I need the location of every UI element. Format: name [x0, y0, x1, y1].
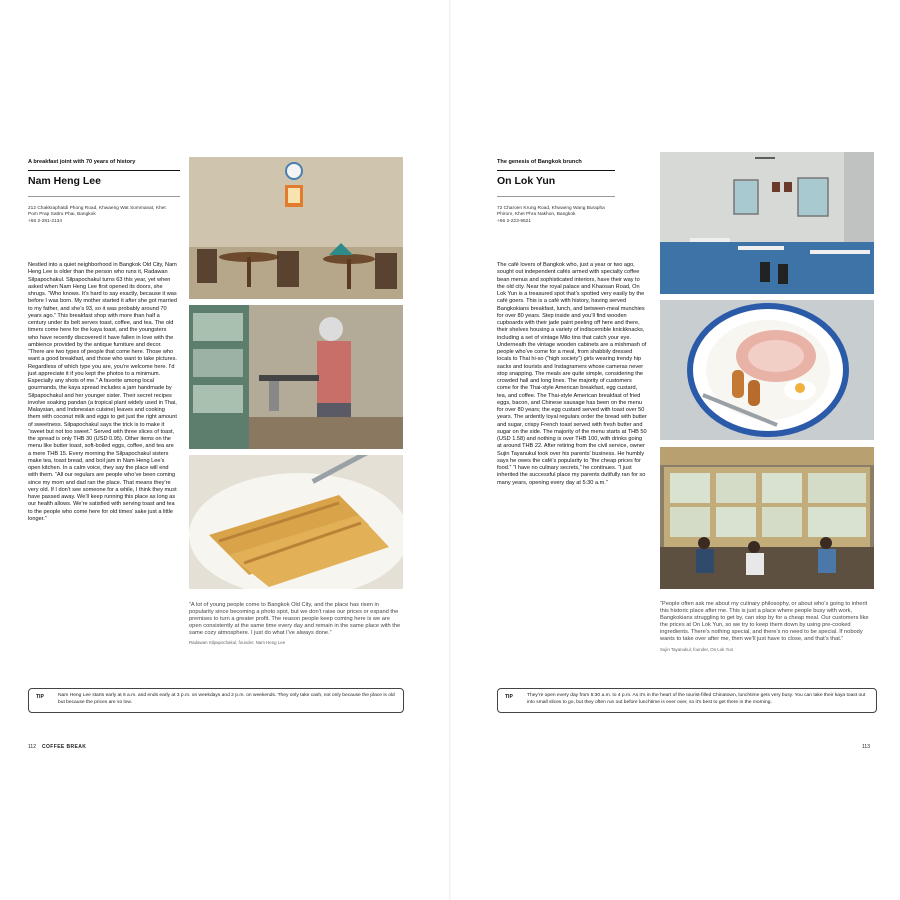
tea-maker-photo [189, 305, 403, 449]
clock-wall-cafe-photo [189, 157, 403, 299]
pull-quote [660, 601, 874, 673]
tip-label: TIP [36, 694, 44, 700]
tip-label: TIP [505, 694, 513, 700]
quote-attribution: Radawan Silpapochakul, founder, Nam Heng Lee [189, 640, 286, 646]
quote-attribution: Sujin Tayanukul, founder, On Lok Yun [660, 646, 734, 652]
section-name: COFFEE BREAK [41, 744, 87, 750]
restaurant-title: On Lok Yun [497, 175, 556, 187]
tip-box [28, 688, 404, 713]
tip-text: They’re open every day from 5:30 a.m. to 4 p.m. As it’s in the heart of the tourist-filled Chinatown, lunchtime gets very busy. You can take their kaya toast out into small slices to go, but they often run out before lunchtime is ever over, so it’s best to get there in the morning. [527, 693, 866, 705]
folio [28, 744, 86, 750]
page-number: 112 [28, 744, 36, 750]
blue-dining-room-photo [660, 152, 874, 294]
breakfast-plate-photo [660, 300, 874, 440]
quote-text: “A lot of young people come to Bangkok Old City, and the place has risen in popularity since becoming a photo spot, but we don’t raise our prices or expand the premises to turn a greater profit. The reason people keep coming here is we are open consistently at the same time every day and remain in the same place with the same cozy atmosphere. I just do what I’ve always done.” [189, 602, 401, 637]
address: 72 Charoen Krung Road, Khwaeng Wang Burapha Phirom, Khet Phra Nakhon, Bangkok [497, 206, 605, 218]
kaya-toast-photo [189, 455, 403, 589]
right-page [450, 0, 900, 900]
restaurant-title: Nam Heng Lee [28, 175, 101, 187]
quote-text: “People often ask me about my culinary philosophy, or about who’s going to inherit this historic place after me. This is just a place where people busy with work, Bangkokians struggling to get by, can stop by for a cheap meal. Our customers like the prices at On Lok Yun, so we try to keep them down by using pre-cooked ingredients. There’s nothing special, and there’s no need to be special. If nobody wants to take over after me, then we’ll just have to close, and that’s that.” [660, 601, 869, 643]
address-rule [497, 196, 615, 197]
folio [862, 744, 870, 750]
page-number: 113 [862, 744, 870, 750]
address-block [497, 206, 615, 225]
kicker: A breakfast joint with 70 years of history [28, 159, 136, 165]
address: 212 Chakkraphatdi Phong Road, Khwaeng Wat Sommanat, Khet Pom Prap Sattru Phai, Bangkok [28, 206, 166, 218]
address-rule [28, 196, 180, 197]
phone: +66 2-281-2134 [28, 218, 63, 224]
title-rule [28, 170, 180, 171]
address-block [28, 206, 168, 225]
article-body: The café lovers of Bangkok who, just a year or two ago, sought out independent cafés armed with specialty coffee bean menus and sophisticated interiors, have their way to the old city. Near the royal palace and Khaosan Road, On Lok Yun is a treasured spot that’s spotted very easily by the café goers. This is a café with history, having served Bangkokians breakfast, lunch, and between-meal munchies for over 80 years. Step inside and you’ll find wooden cupboards with their jade paint peeling off here and there, their shelves housing a variety of indiscernible knickknacks, including a set of vintage Milo tins that catch your eye. Underneath the vintage wooden cabinets are a mishmash of people who’ve come for a meal, from shabbily dressed locals to Thai hi-so (“high society”) girls wearing trendy hip sacks and tourists and Instagramers whose cameras never stop snapping. The meals are quite simple, considering the crowded hall and long lines. The majority of customers come for the Thai-style American breakfast, egg custard, tea, and coffee. The Thai-style American breakfast of fried eggs, bacon, and Chinese sausage has been on the menu for over 80 years; the egg custard served with toast over 50 years. The ardently loyal regulars order the bread with butter and sugar, crispy French toast served with fresh butter and sugar on the side. The majority of the menu starts at THB 50 (USD 1.58) and nothing is over THB 100, with drinks going at around THB 22. After retiring from the civil service, owner Sujin Tayanukul took over his parents’ business. He humbly says he owes the café’s popularity to “the cheap prices for food.” “I have no culinary secrets,” he continues. “I just inherited the successful place my parents dutifully ran for so many years, opening every day at 5:30 a.m.” [497, 262, 647, 486]
kicker: The genesis of Bangkok brunch [497, 159, 582, 165]
article-body: Nestled into a quiet neighborhood in Bangkok Old City, Nam Heng Lee is older than the person who runs it, Radawan Silpapochakul. Silpapochakul turns 63 this year, yet when asked when Nam Heng Lee first opened its doors, she shrugs. “Who knows. It’s hard to say exactly, because it was before I was born. My mother started it after she got married to my father, and she’s 93, so it was probably around 70 years ago.” This breakfast shop with more than half a century under its belt serves toast, coffee, and tea. The old timers come here for the kaya toast, and the youngsters who have recently discovered it have fallen in love with the ambience provided by the antique furniture and decor. “There are two types of people that come here. Those who want a good breakfast, and those who want to take pictures. Regardless of which type you are, you’re welcome here. I’d just appreciate it if you kept the photos to a minimum. Especially any shots of me.” A favorite among local gourmands, the kaya spread includes a jam handmade by Silpapochakul and her younger sister. Their secret recipes involve soaking pandan (a tropical plant widely used in Thai, Malaysian, and Indonesian cuisine) leaves and cooking them with coconut milk and eggs to get just the right amount of sweetness. Silpapochakul says the trick is to make it “sweet but not too sweet.” Served with three slices of toast, the spread is only THB 30 (USD 0.95). Other items on the menu like butter toast, soft-boiled eggs, coffee, and tea are a mere THB 15. Every morning the Silpapochakul sisters make tea, toast bread, and boil jam in Nam Heng Lee’s open kitchen. In a calm voice, they say the place will end with them. “All our regulars are people who’ve been coming since my mom and dad ran the place. That means they’re very old. If I don’t see someone for a while, I think they must have passed away. We’ll keep running this place as long as our health allows. We’re satisfied with serving toast and tea to the people who come here for old times’ sake just a little longer.” [28, 262, 177, 522]
pull-quote [189, 602, 403, 674]
title-rule [497, 170, 615, 171]
tip-box [497, 688, 877, 713]
tip-text: Nam Heng Lee starts early at 6 a.m. and ends early at 3 p.m. on weekdays and 2 p.m. on weekends. They only take cash, not only because the place is old but because the prices are so low. [58, 693, 395, 705]
cupboard-customers-photo [660, 447, 874, 589]
phone: +66 2-223-9621 [497, 218, 532, 224]
